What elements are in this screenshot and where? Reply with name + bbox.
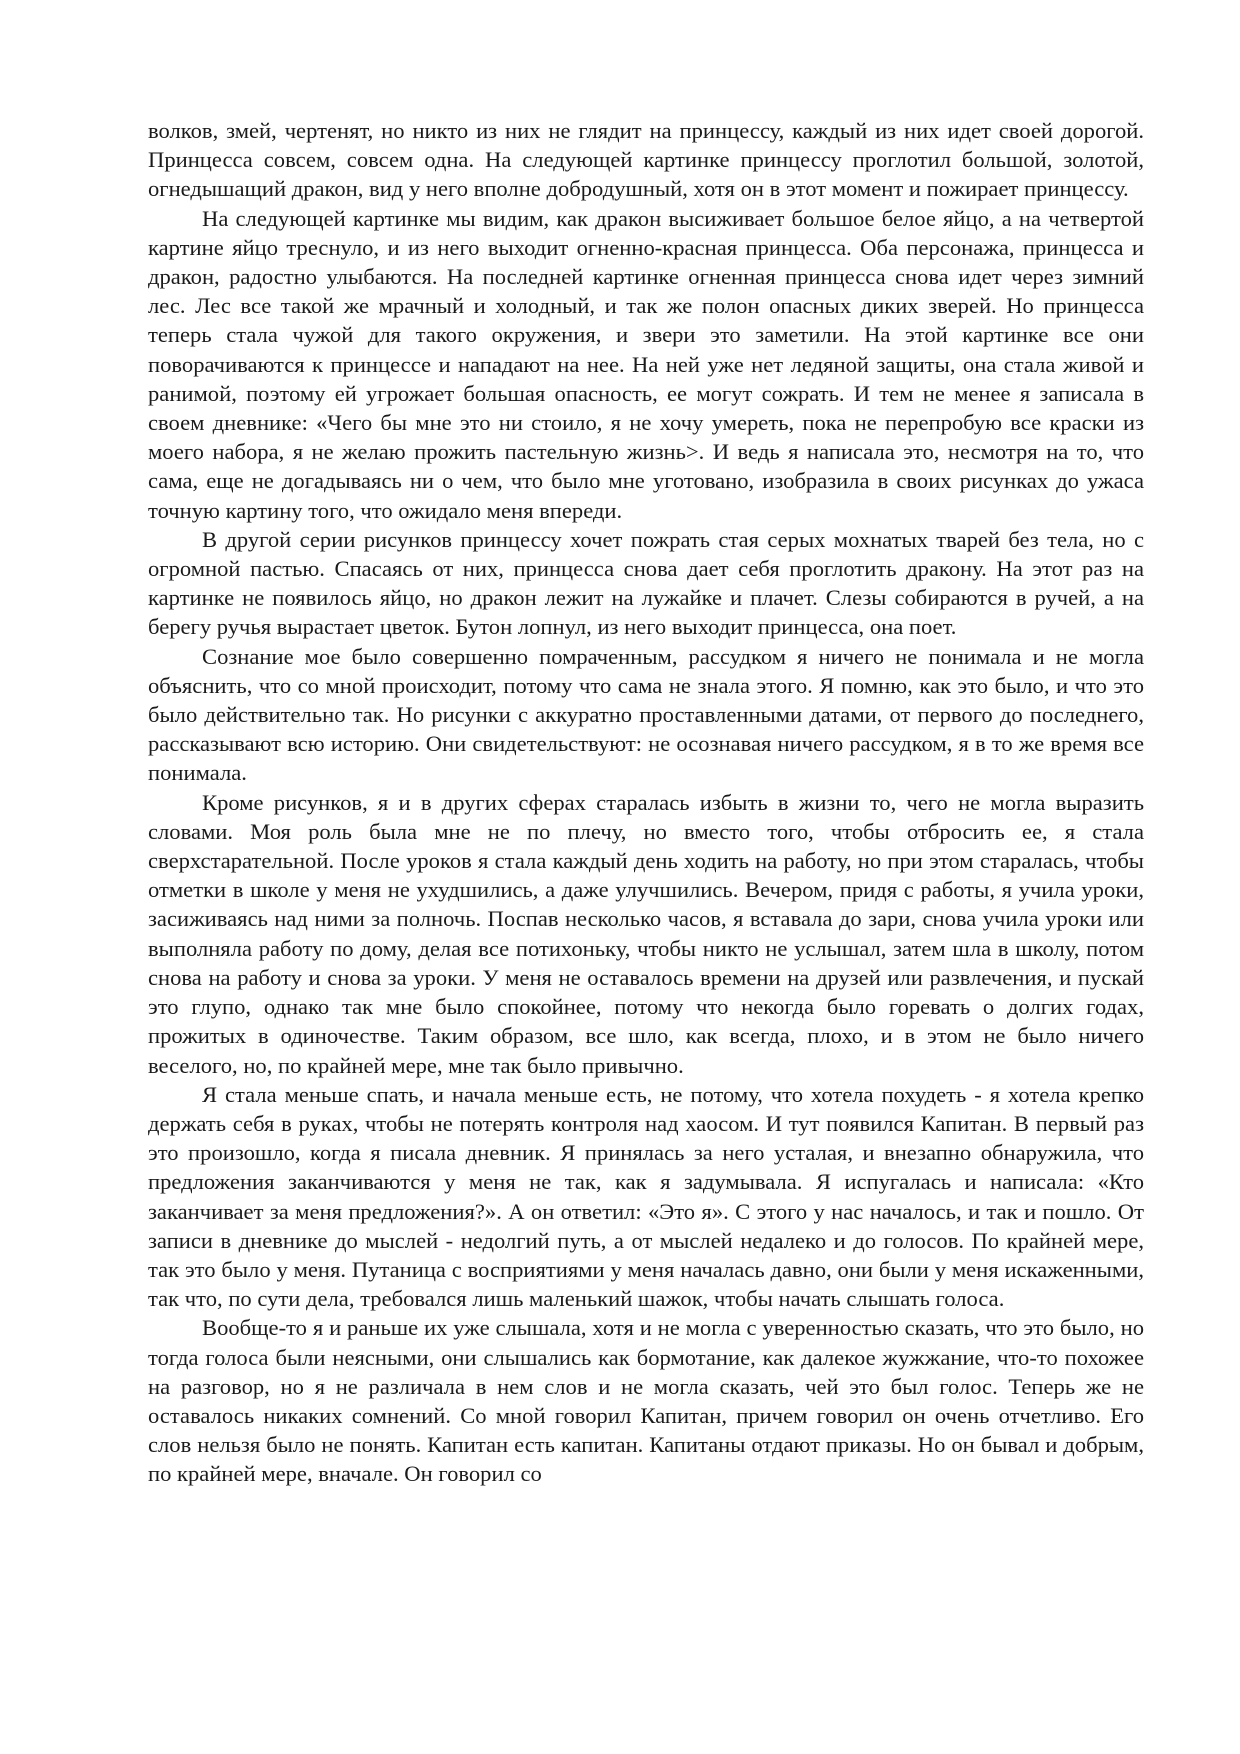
paragraph: Кроме рисунков, я и в других сферах старалась избыть в жизни то, чего не могла выразить словами. Моя роль была мне не по плечу, но вместо того, чтобы отбросить ее, я стала сверхстарательной. После уроков я стала каждый день ходить на работу, но при этом старалась, чтобы отметки в школе у меня не ухудшились, а даже улучшились. Вечером, придя с работы, я учила уроки, засиживаясь над ними за полночь. Поспав несколько часов, я вставала до зари, снова учила уроки или выполняла работу по дому, делая все потихоньку, чтобы никто не услышал, затем шла в школу, потом снова на работу и снова за уроки. У меня не оставалось времени на друзей или развлечения, и пускай это глупо, однако так мне было спокойнее, потому что некогда было горевать о долгих годах, прожитых в одиночестве. Таким образом, все шло, как всегда, плохо, и в этом не было ничего веселого, но, по крайней мере, мне так было привычно. bbox=[148, 789, 1144, 1078]
paragraph: Сознание мое было совершенно помраченным, рассудком я ничего не понимала и не могла объяснить, что со мной происходит, потому что сама не знала этого. Я помню, как это было, и что это было действительно так. Но рисунки с аккуратно проставленными датами, от первого до последнего, рассказывают всю историю. Они свидетельствуют: не осознавая ничего рассудком, я в то же время все понимала. bbox=[148, 643, 1144, 786]
body-text bbox=[148, 116, 1144, 1489]
paragraph: волков, змей, чертенят, но никто из них не глядит на принцессу, каждый из них идет своей дорогой. Принцесса совсем, совсем одна. На следующей картинке принцессу проглотил большой, золотой, огнедышащий дракон, вид у него вполне добродушный, хотя он в этот момент и пожирает принцессу. bbox=[148, 118, 1144, 202]
paragraph: На следующей картинке мы видим, как дракон высиживает большое белое яйцо, а на четвертой картине яйцо треснуло, и из него выходит огненно-красная принцесса. Оба персонажа, принцесса и дракон, радостно улыбаются. На последней картинке огненная принцесса снова идет через зимний лес. Лес все такой же мрачный и холодный, и так же полон опасных диких зверей. Но принцесса теперь стала чужой для такого окружения, и звери это заметили. На этой картинке все они поворачиваются к принцессе и нападают на нее. На ней уже нет ледяной защиты, она стала живой и ранимой, поэтому ей угрожает большая опасность, ее могут сожрать. И тем не менее я записала в своем дневнике: «Чего бы мне это ни стоило, я не хочу умереть, пока не перепробую все краски из моего набора, я не желаю прожить пастельную жизнь>. И ведь я написала это, несмотря на то, что сама, еще не догадываясь ни о чем, что было мне уготовано, изобразила в своих рисунках до ужаса точную картину того, что ожидало меня впереди. bbox=[148, 205, 1144, 523]
paragraph: Вообще-то я и раньше их уже слышала, хотя и не могла с уверенностью сказать, что это было, но тогда голоса были неясными, они слышались как бормотание, как далекое жужжание, что-то похожее на разговор, но я не различала в нем слов и не могла сказать, чей это был голос. Теперь же не оставалось никаких сомнений. Со мной говорил Капитан, причем говорил он очень отчетливо. Его слов нельзя было не понять. Капитан есть капитан. Капитаны отдают приказы. Но он бывал и добрым, по крайней мере, вначале. Он говорил со bbox=[148, 1315, 1144, 1487]
paragraph: Я стала меньше спать, и начала меньше есть, не потому, что хотела похудеть - я хотела крепко держать себя в руках, чтобы не потерять контроля над хаосом. И тут появился Капитан. В первый раз это произошло, когда я писала дневник. Я принялась за него усталая, и внезапно обнаружила, что предложения заканчиваются у меня не так, как я задумывала. Я испугалась и написала: «Кто заканчивает за меня предложения?». А он ответил: «Это я». С этого у нас началось, и так и пошло. От записи в дневнике до мыслей - недолгий путь, а от мыслей недалеко и до голосов. По крайней мере, так это было у меня. Путаница с восприятиями у меня началась давно, они были у меня искаженными, так что, по сути дела, требовался лишь маленький шажок, чтобы начать слышать голоса. bbox=[148, 1081, 1144, 1312]
paragraph: В другой серии рисунков принцессу хочет пожрать стая серых мохнатых тварей без тела, но с огромной пастью. Спасаясь от них, принцесса снова дает себя проглотить дракону. На этот раз на картинке не появилось яйцо, но дракон лежит на лужайке и плачет. Слезы собираются в ручей, а на берегу ручья вырастает цветок. Бутон лопнул, из него выходит принцесса, она поет. bbox=[148, 526, 1144, 640]
